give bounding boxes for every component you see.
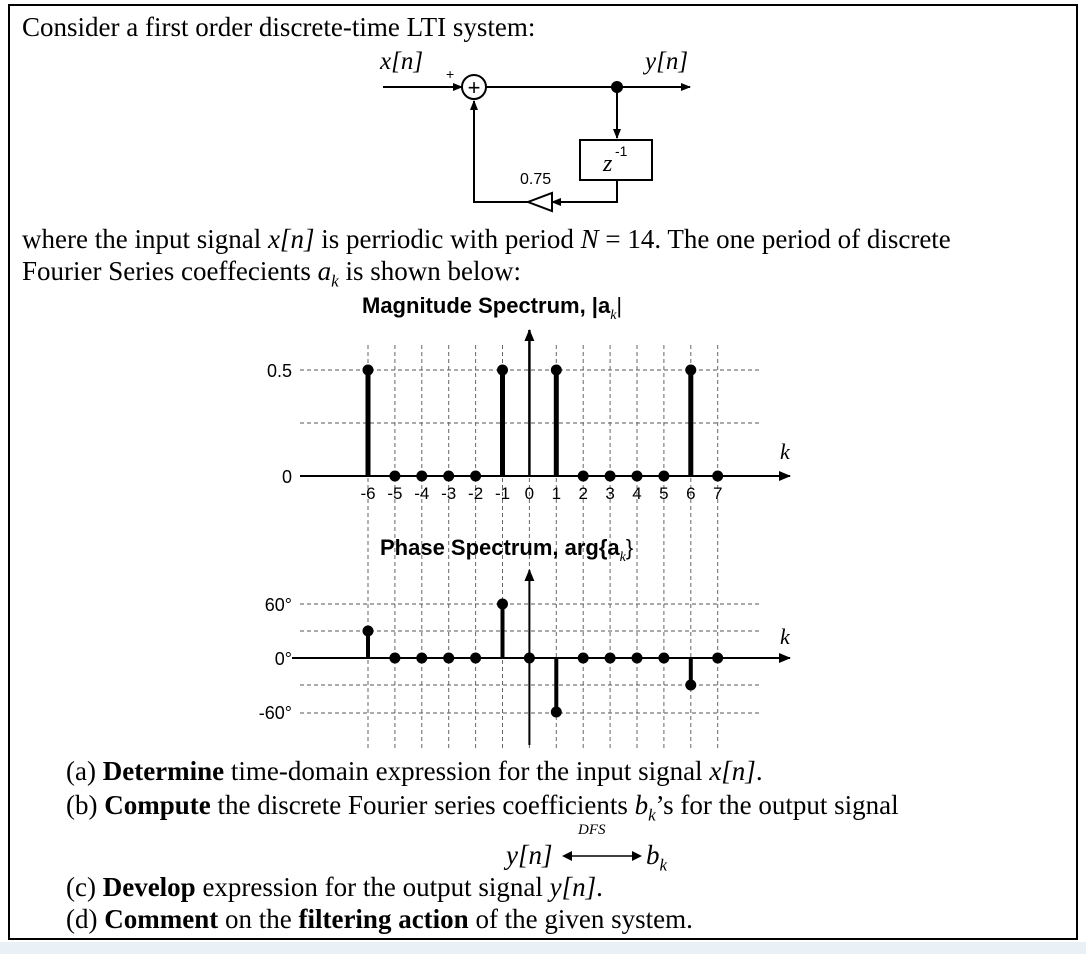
mag-stem-marker xyxy=(497,365,508,376)
mag-xtick-label: 6 xyxy=(686,484,696,503)
mag-stem-marker xyxy=(712,471,723,482)
intro-line-1: Consider a first order discrete-time LTI system: xyxy=(22,12,536,42)
phase-stem-marker xyxy=(658,653,669,664)
phase-ytick-label: 60° xyxy=(264,595,292,615)
phase-xlabel: k xyxy=(780,624,790,649)
output-label: y[n] xyxy=(645,48,689,75)
phase-stem-marker xyxy=(578,653,589,664)
dfs-label: DFS xyxy=(578,822,606,838)
phase-stem-marker xyxy=(712,653,723,664)
mag-stem-marker xyxy=(632,471,643,482)
phase-stem-marker xyxy=(443,653,454,664)
mag-xtick-label: 1 xyxy=(551,484,562,503)
mag-xtick-label: -5 xyxy=(387,484,403,503)
phase-stem-marker xyxy=(524,653,535,664)
mag-stem-marker xyxy=(658,471,669,482)
mag-xtick-label: 5 xyxy=(659,484,669,503)
gain-label: 0.75 xyxy=(520,171,552,188)
mag-xtick-label: -1 xyxy=(494,484,511,503)
phase-stem-marker xyxy=(389,653,400,664)
mag-xtick-label: 7 xyxy=(712,484,723,503)
mag-xtick-label: 3 xyxy=(605,484,615,503)
mag-stem-marker xyxy=(470,471,481,482)
dfs-right: $b_k$ xyxy=(646,840,668,875)
adder-plus: + xyxy=(467,75,481,100)
mag-xtick-label: -4 xyxy=(414,484,430,503)
phase-ytick-label: -60° xyxy=(258,703,292,723)
question-b: (b) Compute the discrete Fourier series coefficients $b_k’s$ for the output signal xyxy=(66,790,899,825)
mag-xtick-label: -3 xyxy=(441,484,457,503)
mag-stem-marker xyxy=(605,471,616,482)
bottom-strip xyxy=(0,942,1086,954)
mag-xtick-label: 0 xyxy=(524,484,535,503)
mag-xtick-label: -2 xyxy=(468,484,484,503)
mag-stem-marker xyxy=(363,365,374,376)
mag-xtick-label: 2 xyxy=(578,484,588,503)
phase-stem-marker xyxy=(551,707,562,718)
input-label: x[n] xyxy=(380,48,424,75)
mag-ytick-label: 0.5 xyxy=(266,361,292,381)
phase-stem-marker xyxy=(497,599,508,610)
intro-line-2: where the input signal x[n] is perriodic with period N = 14. The one period of discrete xyxy=(22,224,951,254)
dfs-left: y[n] xyxy=(506,840,553,870)
delay-exponent: -1 xyxy=(615,143,628,159)
mag-xtick-label: -6 xyxy=(360,484,376,503)
plus-sign-label: + xyxy=(446,66,455,82)
phase-stem-marker xyxy=(416,653,427,664)
dfs-double-arrow xyxy=(562,848,642,864)
magnitude-title: Magnitude Spectrum, $|a_k|$ xyxy=(362,293,623,323)
phase-ytick-label: 0° xyxy=(274,649,292,669)
phase-stem-marker xyxy=(470,653,481,664)
question-d: (d) Comment on the filtering action of the given system. xyxy=(66,904,693,934)
question-a: (a) Determine time-domain expression for the input signal x[n]. xyxy=(66,756,763,786)
mag-ytick-label: 0 xyxy=(281,467,292,487)
mag-stem-marker xyxy=(416,471,427,482)
phase-stem-marker xyxy=(632,653,643,664)
question-c: (c) Develop expression for the output signal y[n]. xyxy=(66,872,603,902)
mag-xlabel: k xyxy=(780,439,790,464)
phase-stem-marker xyxy=(605,653,616,664)
mag-stem-marker xyxy=(685,365,696,376)
intro-line-3: Fourier Series coeffecients $a_k$ is shown below: xyxy=(22,256,521,291)
delay-label: z xyxy=(603,151,613,177)
phase-stem-marker xyxy=(685,680,696,691)
mag-xtick-label: 4 xyxy=(632,484,642,503)
mag-stem-marker xyxy=(389,471,400,482)
phase-title: Phase Spectrum, $arg\{a_k\}$ xyxy=(380,535,634,565)
mag-stem-marker xyxy=(443,471,454,482)
phase-stem-marker xyxy=(363,626,374,637)
mag-stem-marker xyxy=(551,365,562,376)
phase-plot xyxy=(259,570,791,745)
mag-stem-marker xyxy=(578,471,589,482)
